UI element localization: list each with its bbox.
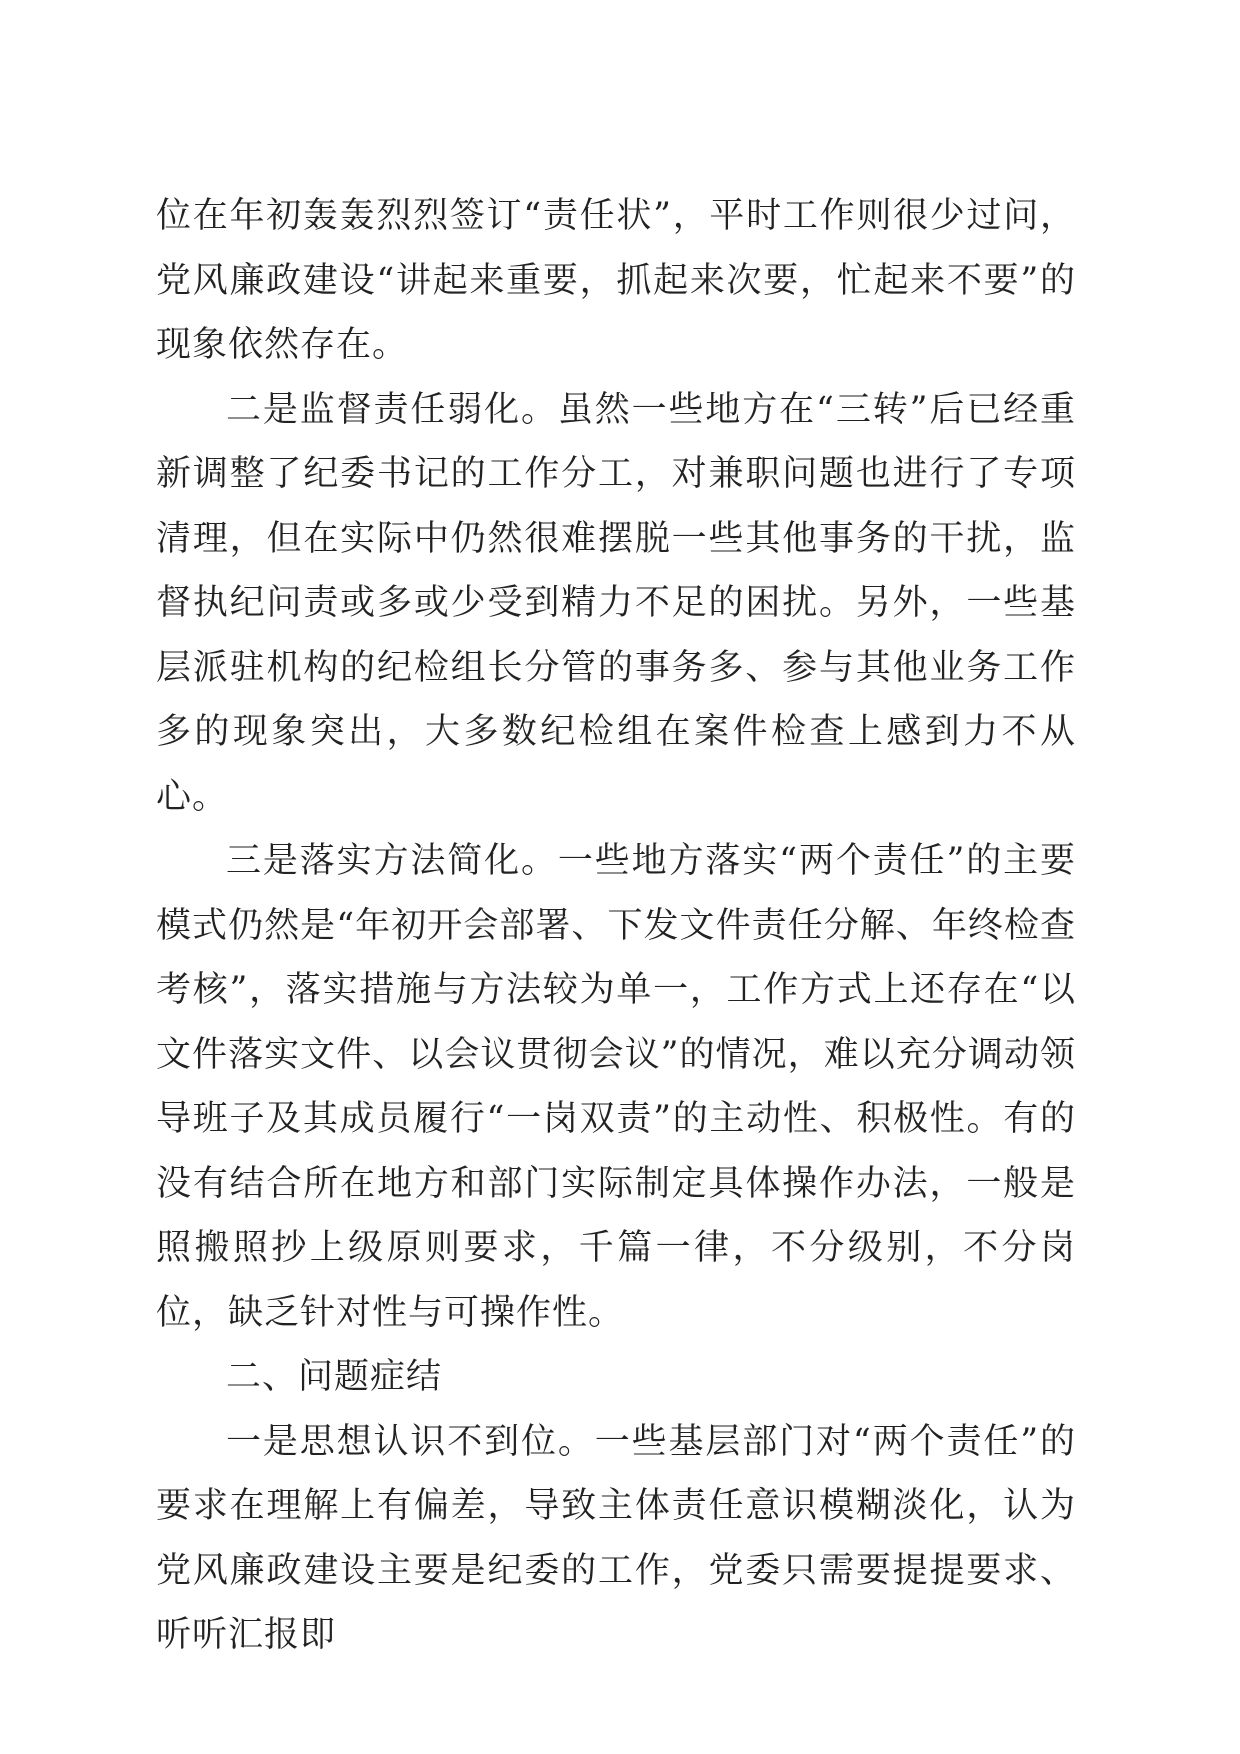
paragraph-implementation-method: 三是落实方法简化。一些地方落实“两个责任”的主要模式仍然是“年初开会部署、下发文件责任分解、年终检查考核”，落实措施与方法较为单一，工作方式上还存在“以文件落实文件、以会议贯彻会议”的情况，难以充分调动领导班子及其成员履行“一岗双责”的主动性、积极性。有的没有结合所在地方和部门实际制定具体操作办法，一般是照搬照抄上级原则要求，千篇一律，不分级别，不分岗位，缺乏针对性与可操作性。 <box>156 841 1076 1333</box>
paragraph-continuation: 位在年初轰轰烈烈签订“责任状”，平时工作则很少过问，党风廉政建设“讲起来重要，抓起来次要，忙起来不要”的现象依然存在。 <box>156 196 1076 365</box>
section-heading-problem-crux: 二、问题症结 <box>226 1357 443 1397</box>
document-body <box>156 184 1076 1668</box>
paragraph-ideological-awareness: 一是思想认识不到位。一些基层部门对“两个责任”的要求在理解上有偏差，导致主体责任意识模糊淡化，认为党风廉政建设主要是纪委的工作，党委只需要提提要求、听听汇报即 <box>156 1421 1076 1655</box>
paragraph-supervision-responsibility: 二是监督责任弱化。虽然一些地方在“三转”后已经重新调整了纪委书记的工作分工，对兼职问题也进行了专项清理，但在实际中仍然很难摆脱一些其他事务的干扰，监督执纪问责或多或少受到精力不足的困扰。另外，一些基层派驻机构的纪检组长分管的事务多、参与其他业务工作多的现象突出，大多数纪检组在案件检查上感到力不从心。 <box>156 389 1076 817</box>
